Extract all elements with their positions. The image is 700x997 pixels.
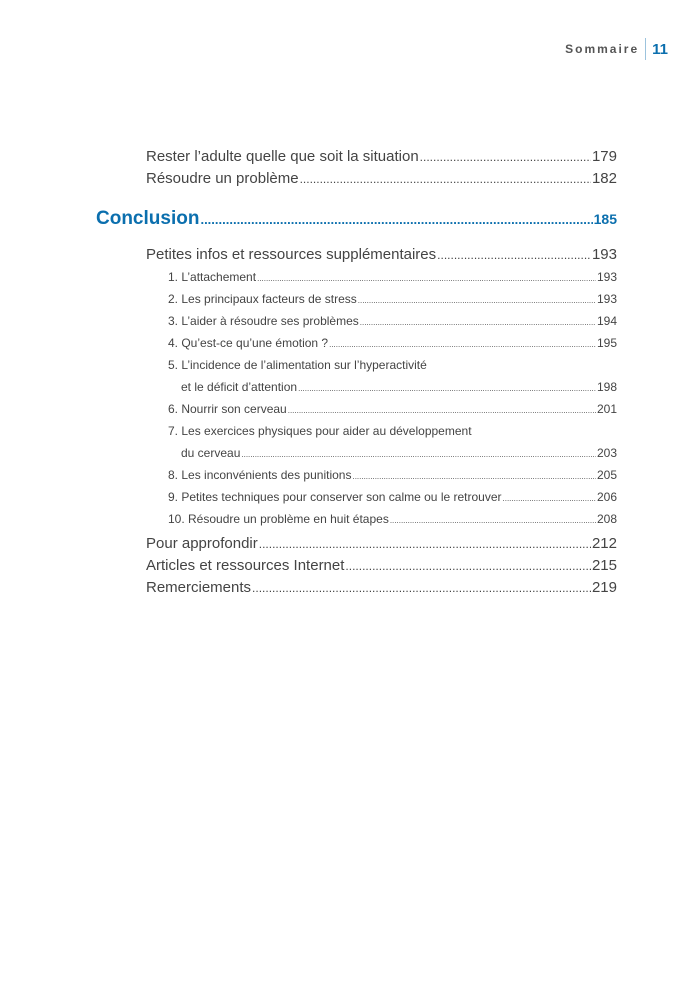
toc-subentry[interactable] (168, 490, 617, 504)
dot-leader (259, 537, 591, 551)
entry-label: Rester l’adulte quelle que soit la situation (146, 148, 419, 165)
dot-leader (257, 274, 596, 283)
entry-label: 1. L’attachement (168, 270, 257, 284)
dot-leader (390, 516, 596, 525)
dot-leader (241, 450, 596, 459)
entry-page: 193 (596, 270, 617, 284)
toc-entry[interactable] (146, 557, 617, 574)
entry-page: 194 (596, 314, 617, 328)
entry-label: 5. L’incidence de l’alimentation sur l’hyperactivité (168, 358, 427, 372)
toc-entry[interactable] (146, 246, 617, 263)
entry-page: 179 (591, 148, 617, 165)
running-header (565, 38, 668, 60)
entry-page: 185 (593, 211, 617, 227)
toc-entry[interactable] (146, 535, 617, 552)
entry-label: 7. Les exercices physiques pour aider au développement (168, 424, 472, 438)
entry-page: 201 (596, 402, 617, 416)
entry-label: Pour approfondir (146, 535, 258, 552)
entry-page: 215 (591, 557, 617, 574)
dot-leader (252, 581, 591, 595)
entry-label: 6. Nourrir son cerveau (168, 402, 287, 416)
entry-label: 2. Les principaux facteurs de stress (168, 292, 357, 306)
toc-subentry[interactable] (168, 270, 617, 284)
dot-leader (358, 296, 596, 305)
toc-subentry[interactable] (168, 336, 617, 350)
toc-entry[interactable] (146, 170, 617, 187)
dot-leader (329, 340, 596, 349)
entry-label: Résoudre un problème (146, 170, 299, 187)
dot-leader (200, 212, 592, 227)
entry-page: 206 (596, 490, 617, 504)
entry-page: 198 (596, 380, 617, 394)
toc-entry[interactable] (146, 148, 617, 165)
dot-leader (352, 472, 596, 481)
entry-label: et le déficit d’attention (181, 380, 298, 394)
entry-label: 3. L’aider à résoudre ses problèmes (168, 314, 359, 328)
toc-subentry[interactable] (168, 292, 617, 306)
dot-leader (503, 494, 596, 503)
page-number: 11 (652, 40, 668, 58)
entry-page: 193 (591, 246, 617, 263)
entry-label: Remerciements (146, 579, 252, 596)
entry-label: du cerveau (181, 446, 241, 460)
entry-page: 219 (591, 579, 617, 596)
toc-subentry[interactable] (181, 446, 617, 460)
section-title: Sommaire (565, 42, 640, 56)
dot-leader (437, 248, 591, 262)
entry-label: 9. Petites techniques pour conserver son calme ou le retrouver (168, 490, 502, 504)
dot-leader (298, 384, 596, 393)
entry-page: 182 (591, 170, 617, 187)
entry-page: 195 (596, 336, 617, 350)
toc-subentry[interactable] (168, 468, 617, 482)
toc-subentry[interactable] (168, 512, 617, 526)
dot-leader (420, 150, 591, 164)
dot-leader (288, 406, 596, 415)
entry-page: 212 (591, 535, 617, 552)
toc-subentry[interactable] (168, 402, 617, 416)
toc-subentry[interactable] (181, 380, 617, 394)
entry-page: 203 (596, 446, 617, 460)
entry-label: Petites infos et ressources supplémentaires (146, 246, 437, 263)
entry-page: 205 (596, 468, 617, 482)
dot-leader (300, 172, 591, 186)
dot-leader (360, 318, 596, 327)
entry-label: Conclusion (96, 208, 200, 229)
entry-label: 4. Qu’est-ce qu’une émotion ? (168, 336, 329, 350)
toc-entry[interactable] (146, 579, 617, 596)
toc-chapter-conclusion[interactable] (96, 208, 617, 230)
entry-label: 10. Résoudre un problème en huit étapes (168, 512, 389, 526)
entry-label: Articles et ressources Internet (146, 557, 345, 574)
entry-page: 208 (596, 512, 617, 526)
entry-page: 193 (596, 292, 617, 306)
dot-leader (345, 559, 591, 573)
entry-label: 8. Les inconvénients des punitions (168, 468, 352, 482)
toc-subentry[interactable] (168, 314, 617, 328)
header-divider (645, 38, 646, 60)
